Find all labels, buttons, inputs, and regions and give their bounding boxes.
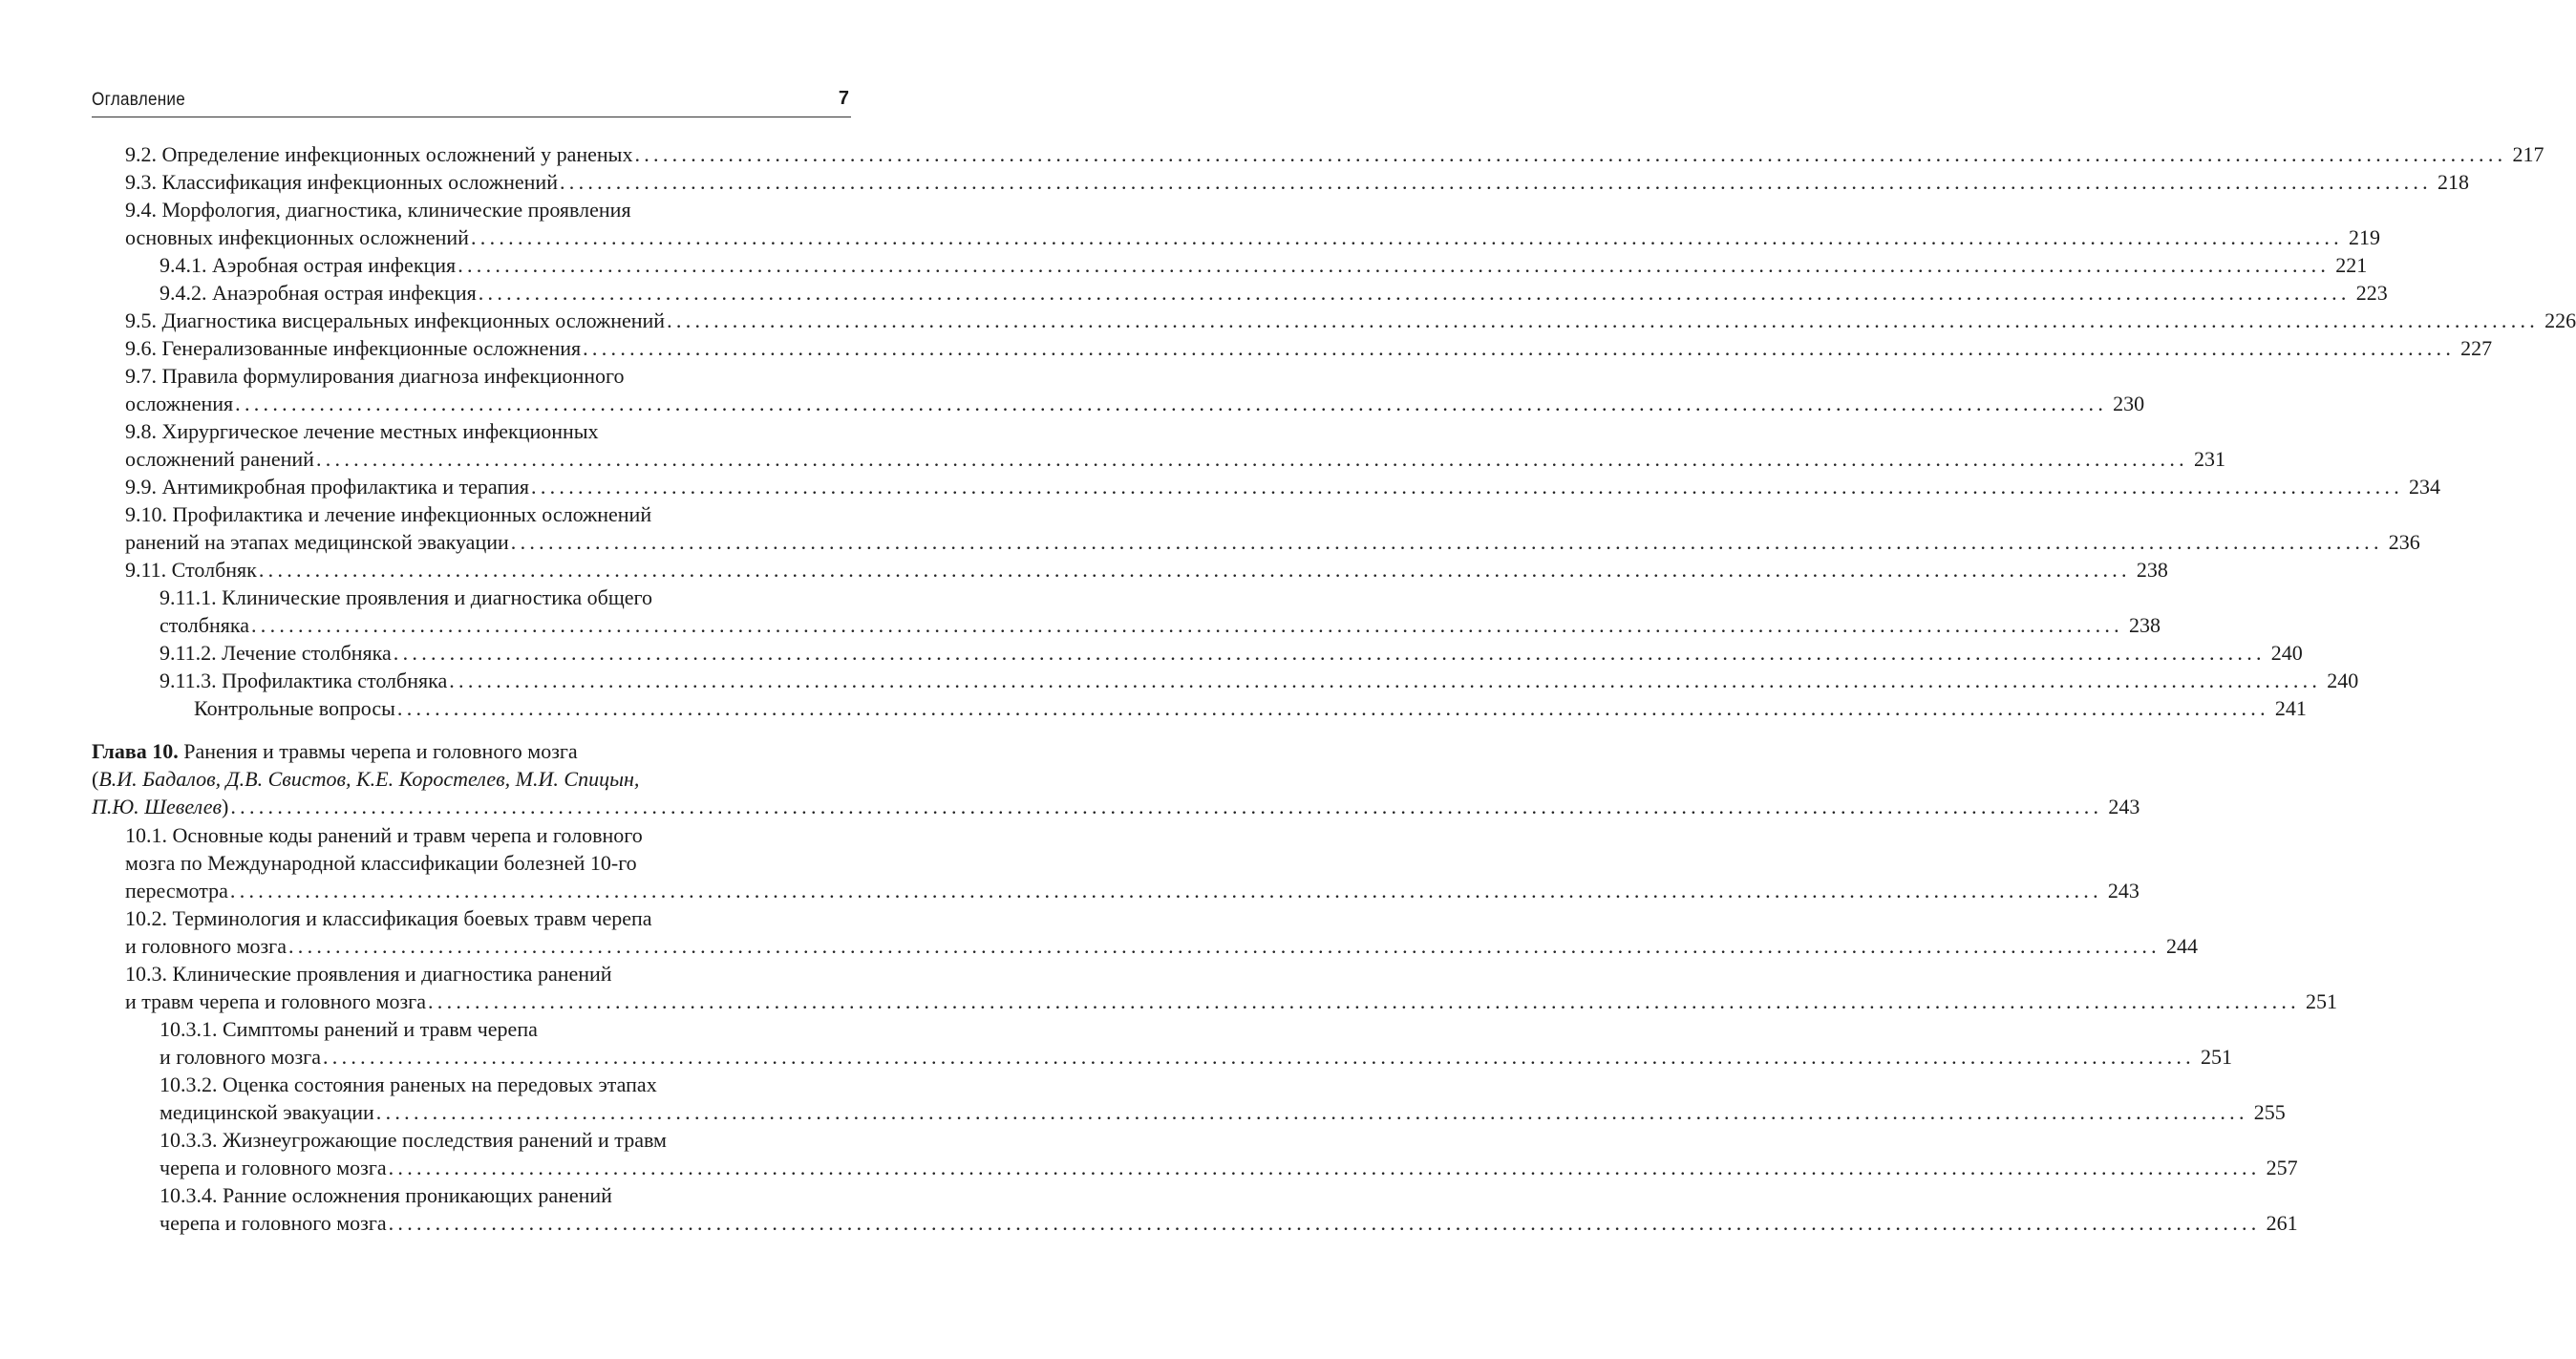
toc-entry-text: 9.7. Правила формулирования диагноза инфекционного — [125, 364, 625, 388]
toc-page-number: 257 — [2266, 1156, 2298, 1179]
toc-page-number: 238 — [2136, 558, 2168, 582]
dot-leader: ........................................................................................................................................................................................................ — [315, 447, 2188, 471]
toc-page-number: 231 — [2193, 447, 2225, 471]
toc-entry-first-line[interactable] — [125, 500, 651, 528]
toc-entry[interactable] — [125, 987, 2337, 1015]
toc-entry[interactable] — [125, 877, 2140, 904]
toc-entry-text: 9.4.2. Анаэробная острая инфекция — [160, 281, 477, 305]
toc-page-number: 243 — [2108, 795, 2140, 818]
dot-leader: ........................................................................................................................................................................................................ — [510, 530, 2383, 554]
toc-entry-text: основных инфекционных осложнений — [125, 225, 469, 249]
toc-entry-text: 9.3. Классификация инфекционных осложнений — [125, 170, 558, 194]
toc-subentry[interactable] — [160, 279, 2388, 307]
toc-entry-text: 10.3.1. Симптомы ранений и травм черепа — [160, 1017, 538, 1041]
toc-entry-text: 9.9. Антимикробная профилактика и терапия — [125, 475, 530, 499]
toc-entry-first-line[interactable] — [125, 362, 625, 390]
dot-leader: ........................................................................................................................................................................................................ — [531, 475, 2404, 499]
toc-entry-text: и травм черепа и головного мозга — [125, 989, 426, 1013]
toc-entry-text: 10.3.3. Жизнеугрожающие последствия ранений и травм — [160, 1128, 667, 1152]
toc-entry-first-line[interactable] — [125, 417, 599, 445]
toc-entry-text: 9.11.3. Профилактика столбняка — [160, 669, 448, 692]
chapter-authors: П.Ю. Шевелев — [92, 795, 223, 818]
toc-page-number: 244 — [2165, 934, 2198, 958]
toc-subentry-first-line[interactable] — [160, 1181, 612, 1209]
authors-open-paren: ( — [92, 767, 99, 791]
toc-subentry[interactable] — [160, 611, 2161, 639]
toc-entry-first-line[interactable] — [125, 904, 652, 932]
toc-entry[interactable] — [125, 528, 2420, 556]
toc-subentry[interactable] — [160, 251, 2368, 279]
dot-leader: ........................................................................................................................................................................................................ — [393, 641, 2266, 665]
dot-leader: ........................................................................................................................................................................................................ — [258, 558, 2131, 582]
toc-entry-first-line[interactable] — [125, 960, 612, 987]
toc-page-number: 219 — [2348, 225, 2380, 249]
dot-leader: ........................................................................................................................................................................................................ — [667, 308, 2540, 332]
toc-entry-text: осложнений ранений — [125, 447, 314, 471]
toc-page-number: 218 — [2437, 170, 2469, 194]
dot-leader: ........................................................................................................................................................................................................ — [427, 989, 2300, 1013]
toc-entry[interactable] — [125, 140, 2544, 168]
toc-entry[interactable] — [125, 473, 2441, 500]
toc-entry-first-line[interactable] — [125, 821, 643, 849]
toc-entry-text: 9.4.1. Аэробная острая инфекция — [160, 253, 457, 277]
toc-entry[interactable] — [125, 390, 2145, 417]
toc-page-number: 236 — [2388, 530, 2420, 554]
dot-leader: ........................................................................................................................................................................................................ — [470, 225, 2343, 249]
toc-page-number: 255 — [2253, 1100, 2286, 1124]
toc-entry[interactable] — [125, 223, 2380, 251]
toc-page-number: 243 — [2107, 879, 2140, 902]
toc-entry-text: и головного мозга — [125, 934, 287, 958]
toc-entry-text: 9.4. Морфология, диагностика, клинические проявления — [125, 198, 631, 222]
toc-entry[interactable] — [125, 168, 2469, 196]
toc-entry-text: черепа и головного мозга — [160, 1156, 387, 1179]
toc-subentry[interactable] — [160, 1154, 2298, 1181]
dot-leader: ........................................................................................................................................................................................................ — [322, 1045, 2195, 1069]
toc-entry[interactable] — [125, 307, 2576, 334]
toc-entry-text: 10.3.2. Оценка состояния раненых на передовых этапах — [160, 1072, 657, 1096]
toc-entry-text: 9.2. Определение инфекционных осложнений у раненых — [125, 142, 633, 166]
toc-entry-text: 9.11.2. Лечение столбняка — [160, 641, 392, 665]
toc-page-number: 230 — [2113, 392, 2145, 415]
toc-entry-text: 10.1. Основные коды ранений и травм черепа и головного — [125, 823, 643, 847]
toc-subentry-first-line[interactable] — [160, 1071, 657, 1098]
chapter-authors-end — [92, 793, 228, 820]
toc-entry-text: осложнения — [125, 392, 234, 415]
toc-page-number: 223 — [2355, 281, 2388, 305]
toc-page-number: 240 — [2327, 669, 2359, 692]
dot-leader: ........................................................................................................................................................................................................ — [229, 879, 2102, 902]
toc-entry-text: и головного мозга — [160, 1045, 321, 1069]
dot-leader: ........................................................................................................................................................................................................ — [634, 142, 2507, 166]
chapter-heading[interactable] — [92, 737, 578, 765]
toc-page-number: 234 — [2409, 475, 2441, 499]
toc-entry-text: 9.11.1. Клинические проявления и диагностика общего — [160, 585, 653, 609]
dot-leader: ........................................................................................................................................................................................................ — [559, 170, 2432, 194]
toc-entry[interactable] — [125, 556, 2168, 584]
toc-entry-text: 10.3.4. Ранние осложнения проникающих ранений — [160, 1183, 612, 1207]
dot-leader: ........................................................................................................................................................................................................ — [375, 1100, 2248, 1124]
toc-entry[interactable] — [125, 932, 2198, 960]
toc-page-number: 241 — [2274, 696, 2307, 720]
toc-review-questions[interactable] — [194, 694, 2307, 722]
toc-entry[interactable] — [125, 445, 2225, 473]
toc-entry[interactable] — [125, 334, 2493, 362]
toc-page-number: 217 — [2512, 142, 2544, 166]
chapter-authors: В.И. Бадалов, Д.В. Свистов, К.Е. Коростелев, М.И. Спицын, — [98, 767, 640, 791]
toc-entry-text: 9.6. Генерализованные инфекционные осложнения — [125, 336, 582, 360]
chapter-authors-line[interactable] — [92, 793, 2140, 820]
dot-leader: ........................................................................................................................................................................................................ — [287, 934, 2161, 958]
dot-leader: ........................................................................................................................................................................................................ — [388, 1156, 2261, 1179]
toc-subentry[interactable] — [160, 667, 2359, 694]
dot-leader: ........................................................................................................................................................................................................ — [583, 336, 2456, 360]
running-header-title: Оглавление — [92, 90, 186, 110]
toc-entry-text: пересмотра — [125, 879, 228, 902]
toc-page-number: 251 — [2305, 989, 2337, 1013]
dot-leader: ........................................................................................................................................................................................................ — [449, 669, 2322, 692]
toc-subentry[interactable] — [160, 639, 2303, 667]
toc-subentry-first-line[interactable] — [160, 1126, 667, 1154]
toc-page-number: 238 — [2128, 613, 2161, 637]
dot-leader: ........................................................................................................................................................................................................ — [230, 795, 2103, 818]
toc-subentry[interactable] — [160, 1098, 2286, 1126]
toc-entry-continued-line — [125, 849, 637, 877]
dot-leader: ........................................................................................................................................................................................................ — [458, 253, 2331, 277]
toc-page-number: 226 — [2544, 308, 2576, 332]
authors-close-paren: ) — [222, 795, 229, 818]
toc-entry-text: 10.2. Терминология и классификация боевых травм черепа — [125, 906, 652, 930]
toc-entry-text: черепа и головного мозга — [160, 1211, 387, 1235]
toc-entry-text: 9.8. Хирургическое лечение местных инфекционных — [125, 419, 599, 443]
toc-page-number: 251 — [2200, 1045, 2232, 1069]
dot-leader: ........................................................................................................................................................................................................ — [235, 392, 2108, 415]
chapter-label: Глава 10. — [92, 739, 179, 763]
toc-page-number: 240 — [2270, 641, 2303, 665]
dot-leader: ........................................................................................................................................................................................................ — [250, 613, 2123, 637]
toc-entry-text: 9.10. Профилактика и лечение инфекционных осложнений — [125, 502, 652, 526]
dot-leader: ........................................................................................................................................................................................................ — [396, 696, 2269, 720]
toc-entry-text: 10.3. Клинические проявления и диагностика ранений — [125, 962, 612, 986]
dot-leader: ........................................................................................................................................................................................................ — [478, 281, 2351, 305]
toc-entry-text: 9.5. Диагностика висцеральных инфекционных осложнений — [125, 308, 666, 332]
toc-entry-text: мозга по Международной классификации болезней 10-го — [125, 851, 637, 875]
running-header — [92, 84, 851, 117]
toc-subentry-first-line[interactable] — [160, 584, 652, 611]
toc-page-number: 261 — [2266, 1211, 2298, 1235]
toc-entry-text: 9.11. Столбняк — [125, 558, 257, 582]
toc-page-number: 221 — [2335, 253, 2368, 277]
toc-entry-text: ранений на этапах медицинской эвакуации — [125, 530, 509, 554]
chapter-title: Ранения и травмы черепа и головного мозга — [183, 739, 578, 763]
toc-entry-text: столбняка — [160, 613, 249, 637]
page-number: 7 — [838, 88, 849, 109]
toc-entry-text: Контрольные вопросы — [194, 696, 395, 720]
toc-entry-first-line[interactable] — [125, 196, 631, 223]
dot-leader: ........................................................................................................................................................................................................ — [388, 1211, 2261, 1235]
toc-subentry-first-line[interactable] — [160, 1015, 538, 1043]
toc-entry-text: медицинской эвакуации — [160, 1100, 374, 1124]
toc-subentry[interactable] — [160, 1209, 2298, 1237]
toc-page-number: 227 — [2460, 336, 2493, 360]
toc-subentry[interactable] — [160, 1043, 2232, 1071]
chapter-authors-line — [92, 765, 639, 793]
